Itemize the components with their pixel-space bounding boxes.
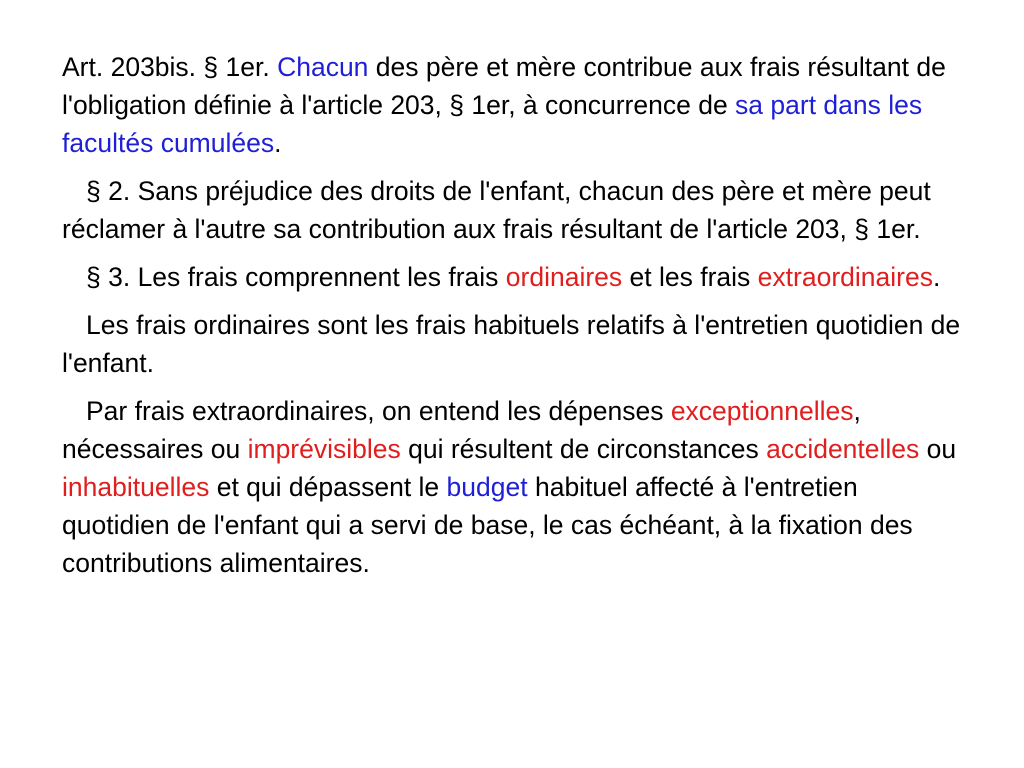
text-segment: Les frais ordinaires sont les frais habituels relatifs à l'entretien quotidien de l'enfant.	[62, 310, 961, 378]
text-segment: Par frais extraordinaires, on entend les dépenses	[86, 396, 671, 426]
paragraph-frais-ordinaires	[62, 306, 962, 382]
paragraph-art-203bis-1	[62, 48, 962, 162]
text-segment: et qui dépassent le	[209, 472, 447, 502]
document-slide	[62, 48, 962, 592]
text-segment: qui résultent de circonstances	[400, 434, 767, 464]
highlight-imprevisibles: imprévisibles	[247, 434, 401, 464]
paragraph-section-3	[62, 258, 962, 296]
highlight-extraordinaires: extraordinaires	[757, 262, 933, 292]
highlight-chacun: Chacun	[277, 52, 369, 82]
paragraph-section-2	[62, 172, 962, 248]
text-segment: § 3. Les frais comprennent les frais	[86, 262, 506, 292]
highlight-inhabituelles: inhabituelles	[62, 472, 210, 502]
text-segment: et les frais	[622, 262, 758, 292]
text-segment: , nécessaires ou	[62, 396, 861, 464]
text-segment: .	[274, 128, 282, 158]
highlight-budget: budget	[446, 472, 528, 502]
text-segment: habituel affecté à l'entretien quotidien de l'enfant qui a servi de base, le cas échéant, à la fixation des contributions alimentaires.	[62, 472, 913, 578]
text-segment: § 2. Sans préjudice des droits de l'enfant, chacun des père et mère peut réclamer à l'autre sa contribution aux frais résultant de l'article 203, § 1er.	[62, 176, 931, 244]
text-segment: des père et mère contribue aux frais résultant de l'obligation définie à l'article 203, § 1er, à concurrence de	[62, 52, 946, 120]
highlight-sa-part: sa part dans les facultés cumulées	[62, 90, 923, 158]
text-segment: Art. 203bis. § 1er.	[62, 52, 278, 82]
text-segment: ou	[919, 434, 957, 464]
text-segment: .	[932, 262, 941, 292]
highlight-ordinaires: ordinaires	[505, 262, 623, 292]
highlight-exceptionnelles: exceptionnelles	[670, 396, 854, 426]
highlight-accidentelles: accidentelles	[766, 434, 920, 464]
paragraph-frais-extraordinaires	[62, 392, 962, 582]
